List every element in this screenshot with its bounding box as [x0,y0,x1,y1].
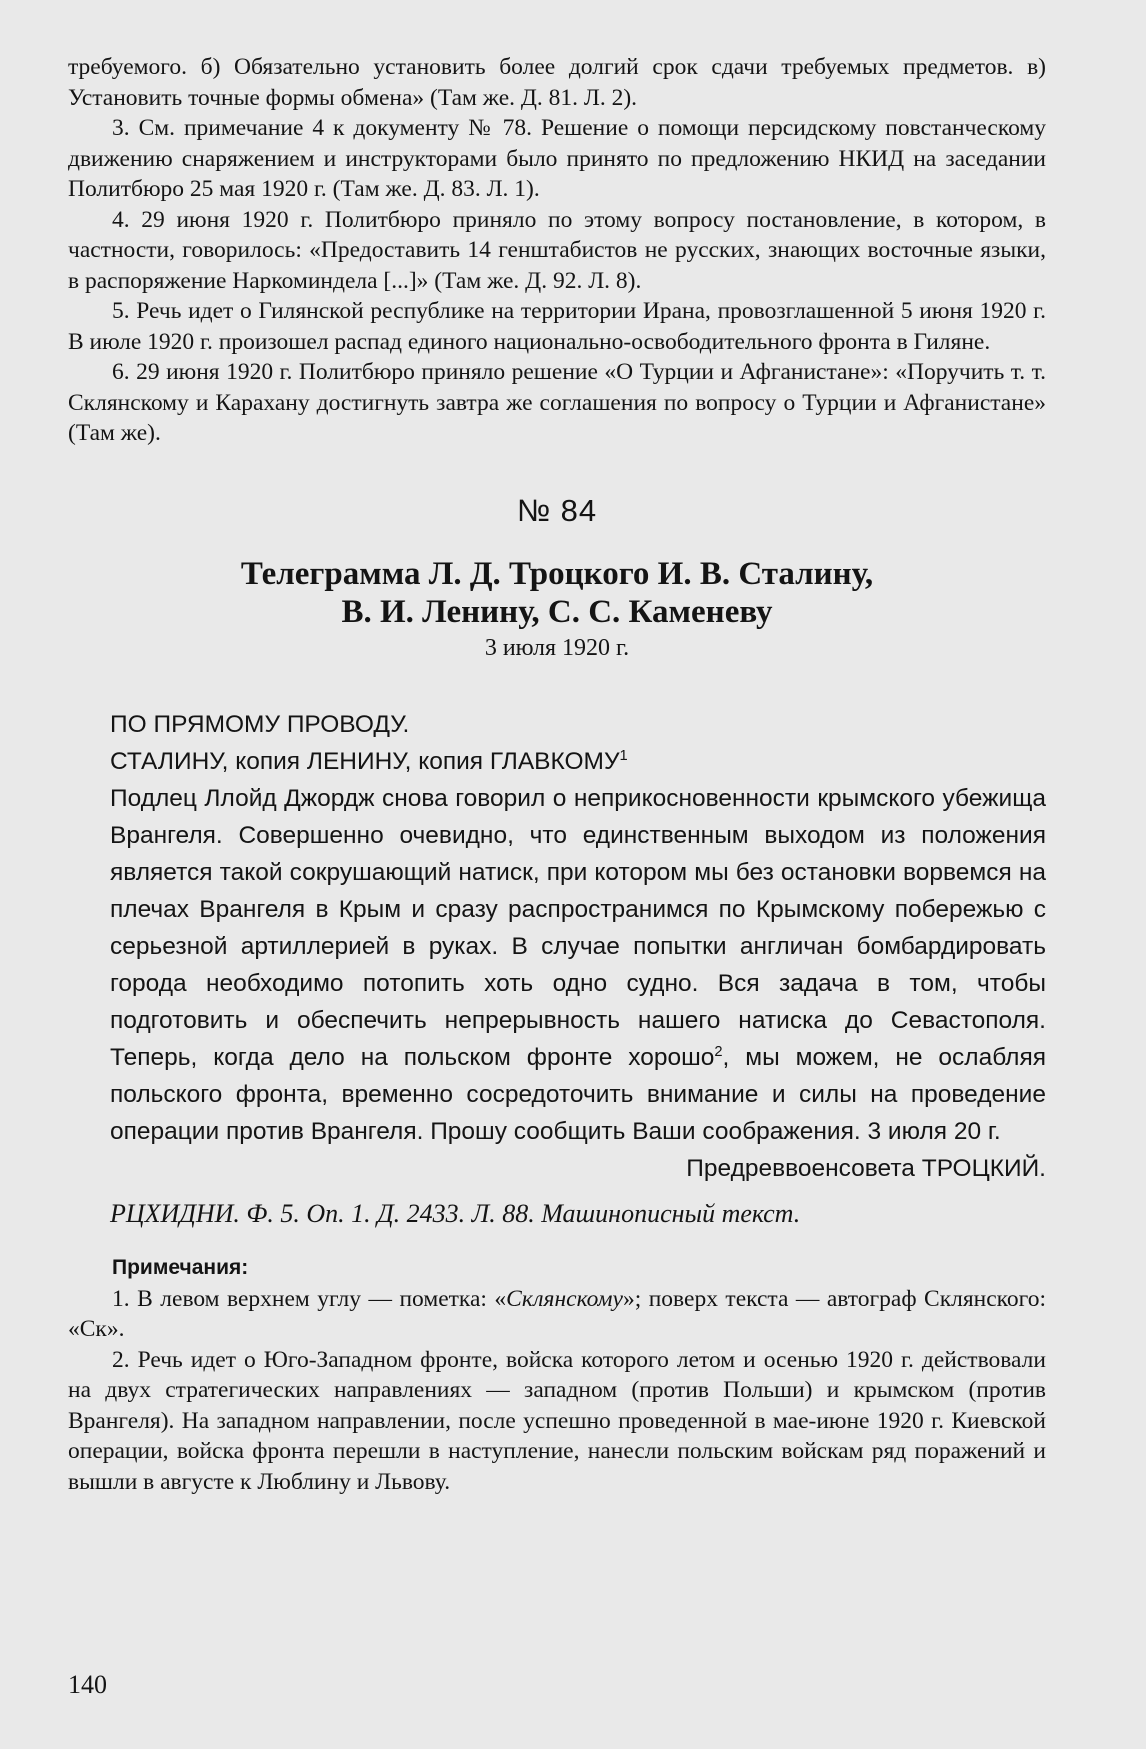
document-date: 3 июля 1920 г. [484,634,630,661]
previous-document-notes [68,52,1046,449]
note-1 [68,1284,1046,1345]
note-continuation: требуемого. б) Обязательно установить более долгий срок сдачи требуемых предметов. в) Установить точные формы обмена» (Там же. Д. 81. Л. 2). [68,54,1046,111]
document-title-line-1: Телеграмма Л. Д. Троцкого И. В. Сталину, [240,555,874,592]
footnote-ref-1: 1 [619,747,628,764]
document-notes [68,1284,1046,1498]
telegram-text [110,706,1046,1232]
note-3: 3. См. примечание 4 к документу № 78. Решение о помощи персидскому повстанческому движению снаряжением и инструкторами было принято по предложению НКИД на заседании Политбюро 25 мая 1920 г. (Там же. Д. 83. Л. 1). [68,115,1046,202]
telegram-header: ПО ПРЯМОМУ ПРОВОДУ. [110,710,410,738]
telegram-signature: Предреввоенсовета ТРОЦКИЙ. [686,1154,1046,1182]
note-1-text-a: 1. В левом верхнем углу — пометка: « [112,1285,507,1312]
telegram-addressees [110,743,1046,780]
telegram-body-part-1: Подлец Ллойд Джордж снова говорил о неприкосновенности крымского убежища Врангеля. Совершенно очевидно, что единственным выходом из положения является такой сокрушающий натиск, при котором мы без остановки ворвемся на плечах Врангеля в Крым и сразу распространимся по Крымскому побережью с серьезной артиллерией в руках. В случае попытки англичан бомбардировать города необходимо потопить хоть одно судно. Вся задача в том, чтобы подготовить и обеспечить непрерывность нашего натиска до Севастополя. Теперь, когда дело на польском фронте хорошо [110,784,1046,1071]
addressees-text: СТАЛИНУ, копия ЛЕНИНУ, копия ГЛАВКОМУ [110,747,620,775]
telegram-body-part-2: , мы можем, не ослабляя польского фронта, временно сосредоточить внимание и силы на проведение операции против Врангеля. Прошу сообщить Ваши соображения. 3 июля 20 г. [110,1043,1046,1145]
note-5: 5. Речь идет о Гилянской республике на территории Ирана, провозглашенной 5 июня 1920 г. В июле 1920 г. произошел распад единого национально-освободительного фронта в Гиляне. [68,298,1046,355]
document-title-line-2: В. И. Ленину, С. С. Каменеву [341,593,773,630]
note-6: 6. 29 июня 1920 г. Политбюро приняло решение «О Турции и Афганистане»: «Поручить т. т. Склянскому и Карахану достигнуть завтра же соглашения по вопросу о Турции и Афганистане» (Там же). [68,359,1046,446]
telegram-body [110,780,1046,1150]
note-4: 4. 29 июня 1920 г. Политбюро приняло по этому вопросу постановление, в котором, в частности, говорилось: «Предоставить 14 генштабистов не русских, знающих восточные языки, в распоряжение Наркоминдела [...]» (Там же. Д. 92. Л. 8). [68,206,1046,294]
archive-source: РЦХИДНИ. Ф. 5. Оп. 1. Д. 2433. Л. 88. Машинописный текст. [110,1198,801,1228]
note-2: 2. Речь идет о Юго-Западном фронте, войска которого летом и осенью 1920 г. действовали на двух стратегических направлениях — западном (против Польши) и крымском (против Врангеля). На западном направлении, после успешно проведенной в мае-июне 1920 г. Киевской операции, войска фронта перешли в наступление, нанесли польским войскам ряд поражений и вышли в августе к Люблину и Львову. [68,1346,1046,1495]
document-number: № 84 [516,492,598,528]
note-1-italic: Склянскому [506,1285,623,1312]
notes-heading: Примечания: [112,1255,249,1279]
page-number: 140 [68,1670,107,1699]
document-title [68,555,1046,631]
footnote-ref-2: 2 [714,1043,723,1060]
note-1-text-b: »; поверх текста — автограф Склянского: «Ск». [68,1285,1046,1342]
